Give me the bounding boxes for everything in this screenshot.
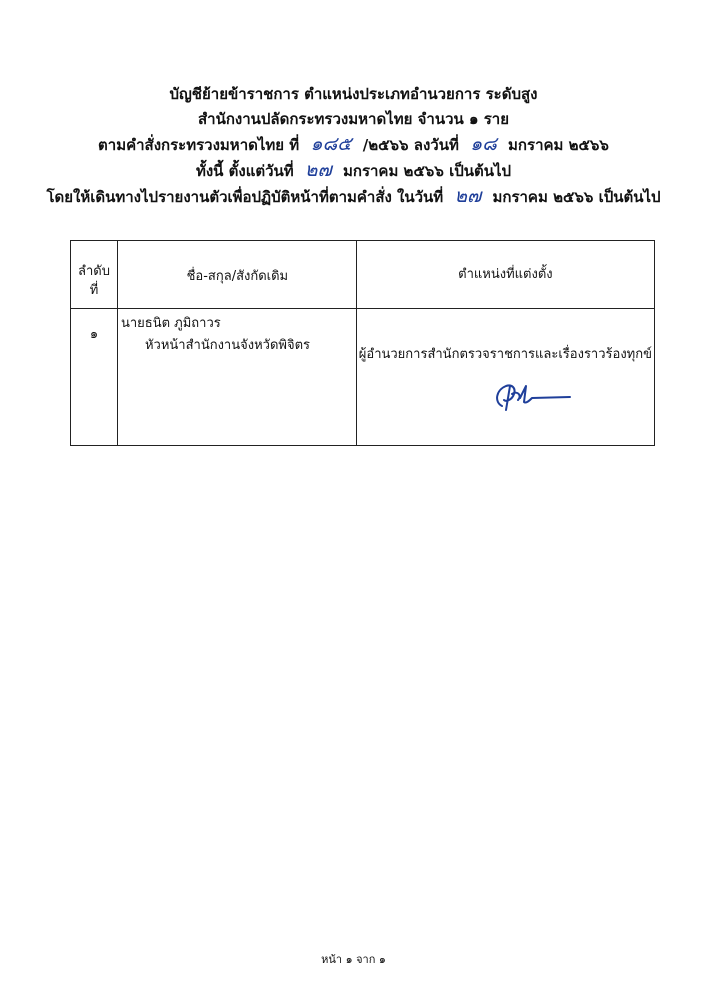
effective-prefix: ทั้งนี้ ตั้งแต่วันที่ — [195, 162, 294, 180]
report-date-line — [0, 184, 707, 210]
column-header-order — [71, 241, 118, 309]
new-position: ผู้อำนวยการสำนักตรวจราชการและเรื่องราวร้องทุกข์ — [356, 309, 654, 446]
column-header-name: ชื่อ-สกุล/สังกัดเดิม — [117, 241, 356, 309]
order-prefix: ตามคำสั่งกระทรวงมหาดไทย ที่ — [98, 136, 300, 154]
column-header-order-line2: ที่ — [89, 283, 99, 298]
document-header — [0, 82, 707, 210]
table-row — [71, 309, 655, 446]
order-mid: /๒๕๖๖ ลงวันที่ — [362, 136, 459, 154]
agency-line — [0, 107, 707, 132]
page-number: หน้า ๑ จาก ๑ — [321, 953, 386, 966]
title-text: บัญชีย้ายข้าราชการ ตำแหน่งประเภทอำนวยการ ระดับสูง — [169, 85, 538, 103]
row-order-number: ๑ — [71, 309, 118, 446]
report-prefix: โดยให้เดินทางไปรายงานตัวเพื่อปฏิบัติหน้าที่ตามคำสั่ง ในวันที่ — [46, 188, 444, 206]
report-day-handwritten: ๒๗ — [454, 185, 482, 207]
order-date-suffix: มกราคม ๒๕๖๖ — [508, 136, 609, 154]
effective-suffix: มกราคม ๒๕๖๖ เป็นต้นไป — [342, 162, 512, 180]
person-name: นายธนิต ภูมิถาวร — [120, 316, 221, 331]
order-number-handwritten: ๑๘๕ — [310, 133, 352, 155]
order-day-handwritten: ๑๘ — [470, 133, 497, 155]
column-header-order-line1: ลำดับ — [77, 264, 110, 279]
effective-day-handwritten: ๒๗ — [304, 159, 332, 181]
row-name-cell — [117, 309, 356, 446]
title-line — [0, 82, 707, 107]
effective-date-line — [0, 158, 707, 184]
signature-initials — [492, 380, 572, 414]
transfer-table — [70, 240, 655, 446]
agency-text: สำนักงานปลัดกระทรวงมหาดไทย จำนวน ๑ ราย — [197, 110, 509, 128]
former-position: หัวหน้าสำนักงานจังหวัดพิจิตร — [144, 338, 310, 353]
order-reference-line — [0, 132, 707, 158]
report-suffix: มกราคม ๒๕๖๖ เป็นต้นไป — [492, 188, 661, 206]
column-header-position: ตำแหน่งที่แต่งตั้ง — [356, 241, 654, 309]
table-header-row — [71, 241, 655, 309]
